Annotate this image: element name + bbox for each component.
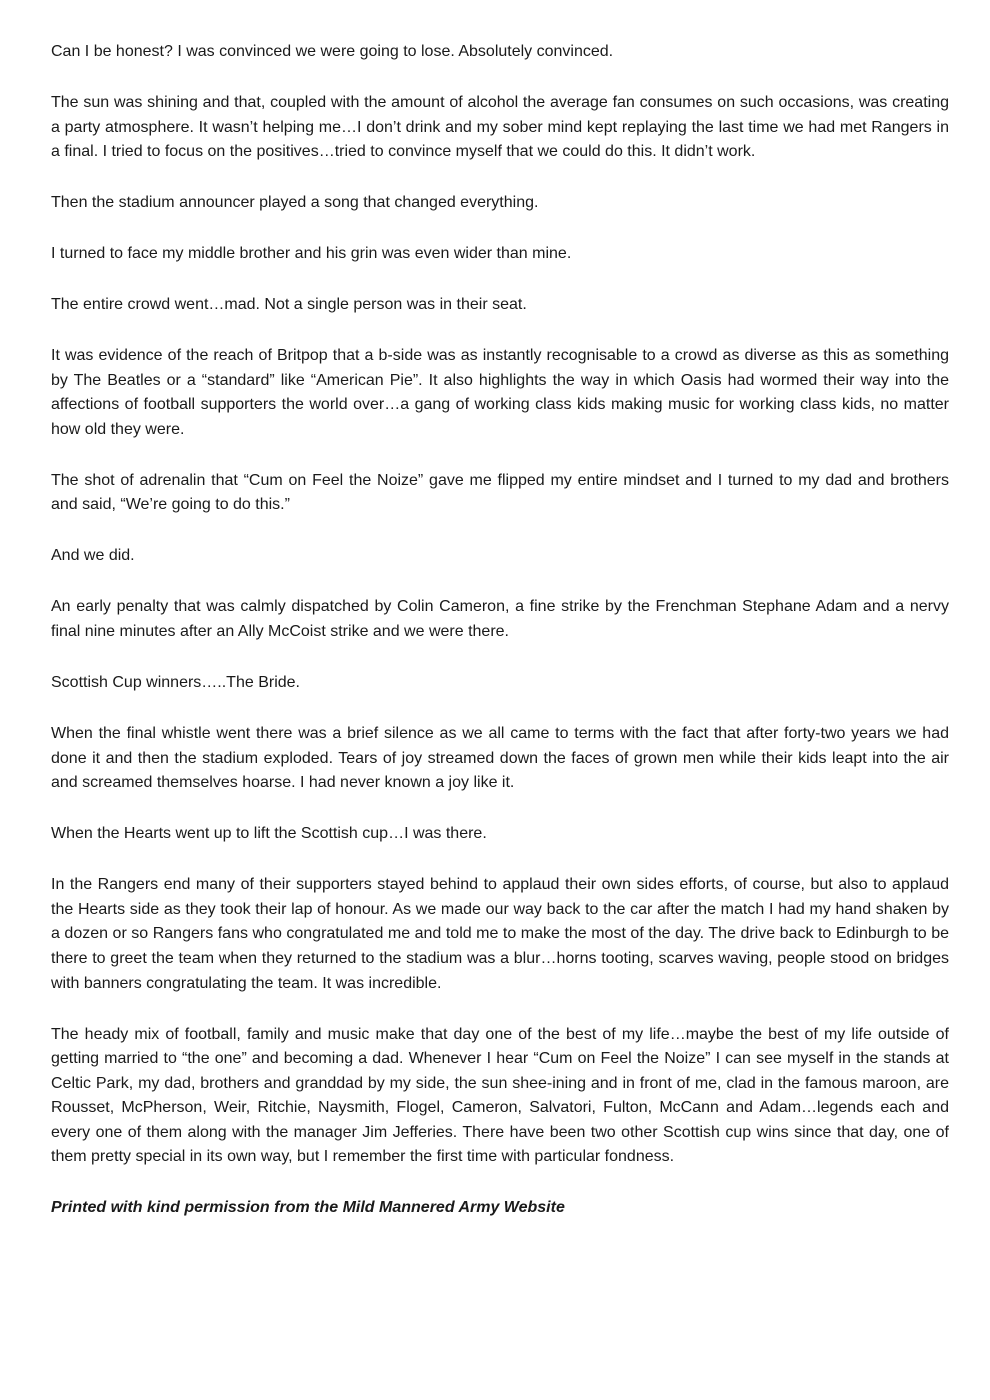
paragraph-8: And we did.: [51, 547, 135, 565]
document-page: [51, 40, 949, 1221]
paragraph-4: I turned to face my middle brother and his grin was even wider than mine.: [51, 245, 572, 263]
credit-line: Printed with kind permission from the Mild Mannered Army Website: [51, 1199, 565, 1217]
paragraph-12: When the Hearts went up to lift the Scottish cup…I was there.: [51, 825, 487, 843]
paragraph-2: The sun was shining and that, coupled with the amount of alcohol the average fan consumes on such occasions, was creating a party atmosphere. It wasn’t helping me…I don’t drink and my sober mind kept replaying the last time we had met Rangers in a final. I tried to focus on the positives…tried to convince myself that we could do this. It didn’t work.: [51, 93, 949, 161]
paragraph-13: In the Rangers end many of their supporters stayed behind to applaud their own sides efforts, of course, but also to applaud the Hearts side as they took their lap of honour. As we made our way back to the car after the match I had my hand shaken by a dozen or so Rangers fans who congratulated me and told me to make the most of the day. The drive back to Edinburgh to be there to greet the team when they returned to the stadium was a blur…horns tooting, scarves waving, people stood on bridges with banners congratulating the team. It was incredible.: [51, 876, 949, 992]
paragraph-6: It was evidence of the reach of Britpop that a b-side was as instantly recognisable to a crowd as diverse as this as something by The Beatles or a “standard” like “American Pie”. It also highlights the way in which Oasis had wormed their way into the affections of football supporters the world over…a gang of working class kids making music for working class kids, no matter how old they were.: [51, 347, 949, 438]
paragraph-1: Can I be honest? I was convinced we were going to lose. Absolutely convinced.: [51, 43, 614, 60]
paragraph-14: The heady mix of football, family and music make that day one of the best of my life…maybe the best of my life outside of getting married to “the one” and becoming a dad. Whenever I hear “Cum on Feel the Noize” I can see myself in the stands at Celtic Park, my dad, brothers and granddad by my side, the sun shee-ining and in front of me, clad in the famous maroon, are Rousset, McPherson, Weir, Ritchie, Naysmith, Flogel, Cameron, Salvatori, Fulton, McCann and Adam…legends each and every one of them along with the manager Jim Jefferies. There have been two other Scottish cup wins since that day, one of them pretty special in its own way, but I remember the first time with particular fondness.: [51, 1025, 949, 1166]
paragraph-7: The shot of adrenalin that “Cum on Feel the Noize” gave me flipped my entire mindset and I turned to my dad and brothers and said, “We’re going to do this.”: [51, 471, 949, 514]
paragraph-10: Scottish Cup winners…..The Bride.: [51, 674, 300, 692]
paragraph-9: An early penalty that was calmly dispatched by Colin Cameron, a fine strike by the Frenchman Stephane Adam and a nervy final nine minutes after an Ally McCoist strike and we were there.: [51, 598, 949, 641]
paragraph-3: Then the stadium announcer played a song that changed everything.: [51, 194, 539, 212]
paragraph-11: When the final whistle went there was a brief silence as we all came to terms with the fact that after forty-two years we had done it and then the stadium exploded. Tears of joy streamed down the faces of grown men while their kids leapt into the air and screamed themselves hoarse. I had never known a joy like it.: [51, 725, 949, 792]
paragraph-5: The entire crowd went…mad. Not a single person was in their seat.: [51, 296, 527, 314]
